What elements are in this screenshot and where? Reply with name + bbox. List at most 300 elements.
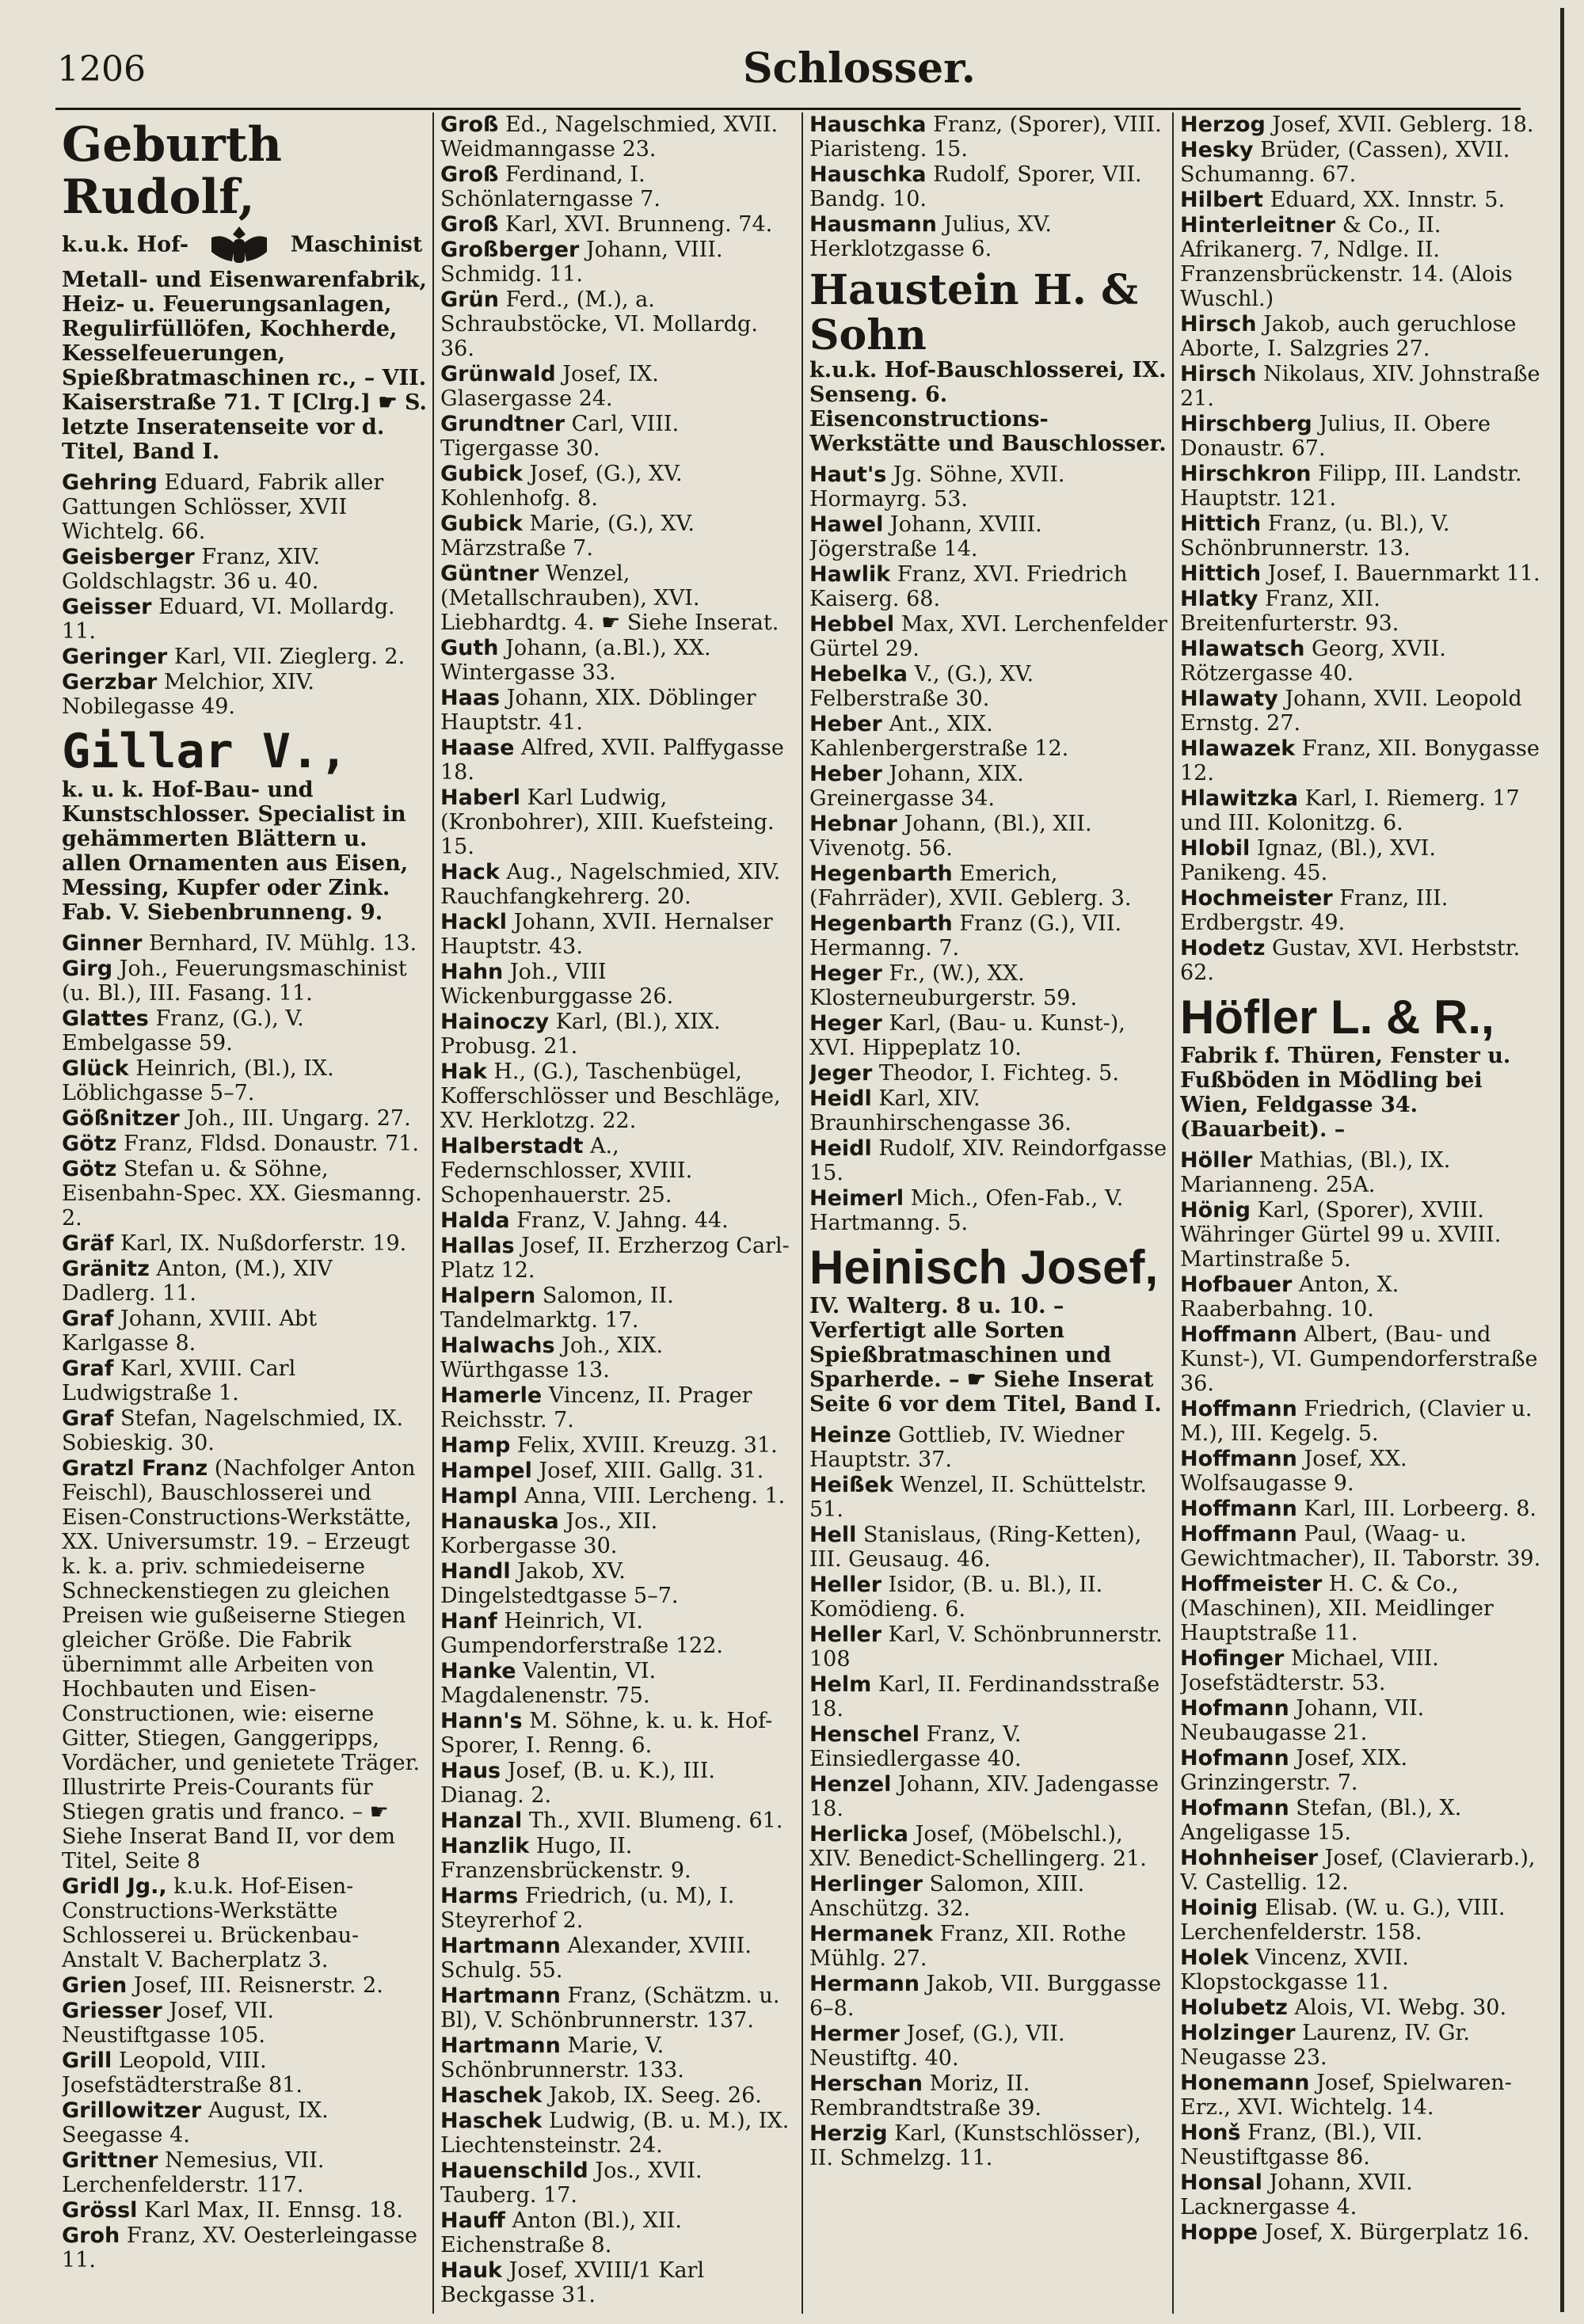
entry-details: Franz, XII. Bonygasse 12. bbox=[1180, 736, 1540, 785]
entry-name: Hackl bbox=[440, 910, 508, 934]
entry-name: Hirsch bbox=[1180, 312, 1257, 337]
entry-name: Hauschka bbox=[809, 162, 927, 187]
directory-entry bbox=[1180, 836, 1546, 885]
entry-details: Ferd., (M.), a. Schraubstöcke, VI. Mollardg. 36. bbox=[440, 287, 758, 361]
entry-name: Hilbert bbox=[1180, 188, 1263, 212]
advertisement-title: Heinisch Josef, bbox=[809, 1241, 1159, 1295]
entry-details: Josef, XX. Wolfsaugasse 9. bbox=[1180, 1447, 1407, 1496]
directory-entry bbox=[1180, 2021, 1546, 2070]
directory-entry bbox=[809, 2121, 1167, 2170]
entry-details: Josef, XIX. Grinzingerstr. 7. bbox=[1180, 1746, 1408, 1795]
advertisement-body: Metall- und Eisenwarenfabrik, Heiz- u. Feuerungsanlagen, Regulirfüllöfen, Kochherde, Kesselfeuerungen, Spießbratmaschinen rc., – VII. Kaiserstraße 71. T [Clrg.] ☛ S. letzte Inseratenseite vor d. Titel, Band I. bbox=[62, 268, 427, 464]
directory-entry bbox=[440, 785, 797, 859]
entry-name: Honemann bbox=[1180, 2071, 1310, 2095]
directory-entry bbox=[440, 2208, 797, 2257]
entry-details: Eduard, VI. Mollardg. 11. bbox=[62, 595, 395, 644]
entry-details: Franz, XIV. Goldschlagstr. 36 u. 40. bbox=[62, 545, 321, 594]
advertisement-title: Höfler L. & R., bbox=[1180, 991, 1495, 1044]
entry-details: Karl, I. Riemerg. 17 und III. Kolonitzg. 6. bbox=[1180, 786, 1520, 835]
entry-name: Halda bbox=[440, 1208, 510, 1233]
directory-entry bbox=[440, 960, 797, 1009]
entry-details: & Co., II. Afrikanerg. 7, Ndlge. II. Franzensbrückenstr. 14. (Alois Wuschl.) bbox=[1180, 213, 1513, 311]
entry-name: Graf bbox=[62, 1356, 114, 1381]
entry-name: Haus bbox=[440, 1759, 501, 1783]
entry-name: Henschel bbox=[809, 1722, 920, 1748]
directory-entry bbox=[62, 1406, 428, 1455]
entry-details: Rudolf, XIV. Reindorfgasse 15. bbox=[809, 1136, 1167, 1186]
entry-name: Heber bbox=[809, 712, 882, 737]
entry-name: Hlobil bbox=[1180, 836, 1251, 861]
entry-details: Johann, (Bl.), XII. Vivenotg. 56. bbox=[809, 812, 1092, 862]
directory-entry bbox=[440, 1134, 797, 1208]
entry-name: Hoffmeister bbox=[1180, 1572, 1323, 1596]
directory-entry bbox=[809, 1772, 1167, 1821]
entry-name: Glattes bbox=[62, 1006, 149, 1031]
entry-details: Ludwig, (B. u. M.), IX. Liechtensteinstr. 24. bbox=[440, 2109, 790, 2158]
entry-name: Grünwald bbox=[440, 362, 556, 386]
entry-name: Grün bbox=[440, 287, 499, 312]
entry-name: Haschek bbox=[440, 2083, 543, 2108]
directory-entry bbox=[440, 636, 797, 685]
entry-details: Hugo, II. Franzensbrückenstr. 9. bbox=[440, 1834, 691, 1883]
entry-name: Grien bbox=[62, 1973, 128, 1998]
imperial-eagle-crest-icon bbox=[196, 223, 283, 268]
entry-name: Hahn bbox=[440, 960, 504, 984]
entry-name: Honsal bbox=[1180, 2170, 1262, 2195]
entry-name: Heber bbox=[809, 762, 882, 787]
entry-details: A., Federnschlosser, XVIII. Schopenhauerstr. 25. bbox=[440, 1134, 693, 1208]
entry-details: Joh., XIX. Würthgasse 13. bbox=[440, 1333, 664, 1383]
entry-details: Karl, XVI. Brunneng. 74. bbox=[505, 212, 773, 237]
column-separator bbox=[432, 112, 434, 2314]
entry-name: Hebelka bbox=[809, 662, 908, 687]
directory-entry bbox=[62, 1973, 428, 1998]
entry-details: Johann, VII. Neubaugasse 21. bbox=[1180, 1696, 1425, 1745]
entry-details: Josef, II. Erzherzog Carl-Platz 12. bbox=[440, 1234, 790, 1283]
entry-name: Heger bbox=[809, 961, 882, 987]
entry-details: Emerich, (Fahrräder), XVII. Geblerg. 3. bbox=[809, 862, 1132, 911]
entry-details: Elisab. (W. u. G.), VIII. Lerchenfelderstr. 158. bbox=[1180, 1896, 1506, 1945]
directory-entry bbox=[440, 1333, 797, 1383]
entry-name: Haase bbox=[440, 736, 515, 760]
entry-name: Höller bbox=[1180, 1148, 1253, 1173]
entry-details: Marie, (G.), XV. Märzstraße 7. bbox=[440, 512, 695, 561]
directory-entry bbox=[809, 1061, 1167, 1086]
entry-details: Karl Max, II. Ennsg. 18. bbox=[144, 2198, 403, 2223]
entry-details: Karl, V. Schönbrunnerstr. 108 bbox=[809, 1622, 1163, 1672]
directory-entry bbox=[1180, 1522, 1546, 1571]
directory-entry bbox=[440, 1659, 797, 1708]
directory-entry bbox=[1180, 412, 1546, 461]
directory-entry bbox=[440, 212, 797, 237]
entry-name: Hofmann bbox=[1180, 1796, 1289, 1820]
entry-details: Gottlieb, IV. Wiedner Hauptstr. 37. bbox=[809, 1423, 1125, 1473]
entry-name: Hegenbarth bbox=[809, 862, 953, 887]
entry-details: Brüder, (Cassen), XVII. Schumanng. 67. bbox=[1180, 138, 1510, 187]
directory-entry bbox=[62, 1456, 428, 1873]
directory-entry bbox=[440, 1059, 797, 1133]
directory-entry bbox=[440, 2033, 797, 2082]
entry-name: Geisberger bbox=[62, 545, 195, 569]
entry-details: H., (G.), Taschenbügel, Kofferschlösser und Beschläge, XV. Herklotzg. 22. bbox=[440, 1059, 781, 1133]
directory-entry bbox=[809, 762, 1167, 811]
directory-entry bbox=[440, 736, 797, 785]
directory-entry bbox=[809, 662, 1167, 711]
advertisement-body: k.u.k. Hof-Bauschlosserei, IX. Senseng. 6. Eisenconstructions-Werkstätte und Bauschlosser. bbox=[809, 358, 1167, 457]
entry-details: Ferdinand, I. Schönlaterngasse 7. bbox=[440, 162, 661, 211]
directory-entry bbox=[1180, 362, 1546, 411]
directory-entry bbox=[1180, 1995, 1546, 2020]
entry-name: Hann's bbox=[440, 1709, 523, 1733]
directory-entry bbox=[62, 545, 428, 594]
directory-entry bbox=[809, 812, 1167, 861]
entry-details: Johann, XVII. Lacknergasse 4. bbox=[1180, 2170, 1413, 2219]
directory-entry bbox=[809, 1872, 1167, 1921]
entry-name: Hinterleitner bbox=[1180, 213, 1336, 238]
entry-name: Helm bbox=[809, 1672, 872, 1698]
entry-name: Grillowitzer bbox=[62, 2098, 202, 2123]
entry-name: Gößnitzer bbox=[62, 1106, 180, 1131]
entry-details: Gustav, XVI. Herbststr. 62. bbox=[1180, 936, 1521, 985]
directory-entry bbox=[62, 1999, 428, 2048]
entry-details: Franz (G.), VII. Hermanng. 7. bbox=[809, 911, 1122, 961]
entry-name: Hoppe bbox=[1180, 2220, 1258, 2245]
directory-entry bbox=[1180, 786, 1546, 835]
entry-details: Franz, V. Jahng. 44. bbox=[516, 1208, 729, 1233]
entry-details: Mathias, (Bl.), IX. Marianneng. 25A. bbox=[1180, 1148, 1451, 1197]
entry-name: Hack bbox=[440, 860, 500, 884]
entry-details: Felix, XVIII. Kreuzg. 31. bbox=[516, 1433, 778, 1458]
entry-name: Hausmann bbox=[809, 212, 937, 237]
entry-details: Franz, (Schätzm. u. Bl), V. Schönbrunnerstr. 137. bbox=[440, 1984, 780, 2033]
directory-entry bbox=[1180, 1796, 1546, 1845]
entry-name: Heger bbox=[809, 1011, 882, 1036]
entry-name: Hirsch bbox=[1180, 362, 1257, 386]
entry-details: Michael, VIII. Josefstädterstr. 53. bbox=[1180, 1646, 1439, 1695]
entry-details: Jos., XVII. Tauberg. 17. bbox=[440, 2159, 703, 2208]
directory-entry bbox=[1180, 561, 1546, 586]
directory-entry bbox=[1180, 138, 1546, 187]
entry-details: Isidor, (B. u. Bl.), II. Komödieng. 6. bbox=[809, 1573, 1103, 1622]
entry-name: Hönig bbox=[1180, 1198, 1251, 1223]
entry-name: Hoffmann bbox=[1180, 1397, 1297, 1421]
entry-name: Harms bbox=[440, 1884, 519, 1908]
directory-entry bbox=[440, 1709, 797, 1758]
entry-details: August, IX. Seegasse 4. bbox=[62, 2098, 329, 2147]
directory-column-2 bbox=[440, 112, 797, 2314]
directory-entry bbox=[62, 1231, 428, 1256]
advertisement-subtitle: Maschinist bbox=[290, 232, 423, 257]
entry-details: Franz, (Bl.), VII. Neustiftgasse 86. bbox=[1180, 2121, 1423, 2170]
entry-name: Geisser bbox=[62, 595, 152, 619]
entry-details: Heinrich, VI. Gumpendorferstraße 122. bbox=[440, 1609, 723, 1658]
entry-details: Albert, (Bau- und Kunst-), VI. Gumpendorferstraße 36. bbox=[1180, 1322, 1538, 1396]
entry-details: Josef, XVIII/1 Karl Beckgasse 31. bbox=[440, 2258, 705, 2307]
entry-name: Hlawaty bbox=[1180, 687, 1278, 711]
directory-entry bbox=[1180, 1696, 1546, 1745]
entry-name: Graf bbox=[62, 1307, 114, 1331]
directory-entry bbox=[809, 112, 1167, 162]
entry-details: Josef, VII. Neustiftgasse 105. bbox=[62, 1999, 274, 2048]
entry-name: Heidl bbox=[809, 1086, 872, 1112]
directory-entry bbox=[440, 1433, 797, 1458]
advertisement-body: IV. Walterg. 8 u. 10. – Verfertigt alle Sorten Spießbratmaschinen und Sparherde. – ☛ Siehe Inserat Seite 6 vor dem Titel, Band I. bbox=[809, 1294, 1162, 1417]
entry-name: Hirschkron bbox=[1180, 462, 1312, 486]
directory-entry bbox=[440, 2159, 797, 2208]
entry-name: Graf bbox=[62, 1406, 114, 1431]
entry-details: Max, XVI. Lerchenfelder Gürtel 29. bbox=[809, 612, 1167, 662]
entry-name: Hermanek bbox=[809, 1922, 934, 1947]
directory-entry bbox=[440, 686, 797, 735]
entry-name: Hesky bbox=[1180, 138, 1254, 162]
advertisement-subtitle-row bbox=[62, 223, 428, 268]
entry-details: Salomon, XIII. Anschützg. 32. bbox=[809, 1872, 1085, 1922]
entry-name: Henzel bbox=[809, 1772, 892, 1797]
directory-entry bbox=[809, 712, 1167, 761]
entry-name: Girg bbox=[62, 957, 113, 981]
entry-details: Salomon, II. Tandelmarktg. 17. bbox=[440, 1284, 674, 1333]
entry-details: Friedrich, (u. M), I. Steyrerhof 2. bbox=[440, 1884, 735, 1933]
entry-name: Guth bbox=[440, 636, 499, 660]
directory-entry bbox=[440, 287, 797, 361]
entry-details: Josef, (B. u. K.), III. Dianag. 2. bbox=[440, 1759, 715, 1808]
directory-column-4 bbox=[1180, 112, 1546, 2314]
entry-name: Hallas bbox=[440, 1234, 515, 1258]
entry-details: Karl, (Bau- u. Kunst-), XVI. Hippeplatz 10. bbox=[809, 1011, 1125, 1061]
entry-name: Holek bbox=[1180, 1946, 1249, 1970]
entry-name: Hlawatsch bbox=[1180, 637, 1305, 661]
entry-name: Hofinger bbox=[1180, 1646, 1285, 1671]
directory-entry bbox=[809, 1086, 1167, 1135]
directory-entry bbox=[440, 112, 797, 162]
directory-entry bbox=[1180, 637, 1546, 686]
entry-name: Hanzlik bbox=[440, 1834, 530, 1858]
entry-name: Gratzl Franz bbox=[62, 1456, 208, 1481]
entry-details: Karl, II. Ferdinandsstraße 18. bbox=[809, 1672, 1160, 1722]
entry-name: Grundtner bbox=[440, 412, 565, 436]
directory-entry bbox=[62, 2098, 428, 2147]
entry-details: Jg. Söhne, XVII. Hormayrg. 53. bbox=[809, 462, 1065, 512]
entry-details: Moriz, II. Rembrandtstraße 39. bbox=[809, 2071, 1041, 2121]
directory-entry bbox=[440, 362, 797, 411]
entry-details: V., (G.), XV. Felberstraße 30. bbox=[809, 662, 1034, 712]
entry-name: Grittner bbox=[62, 2148, 158, 2173]
directory-entry bbox=[62, 645, 428, 669]
directory-entry bbox=[440, 2109, 797, 2158]
directory-entry bbox=[440, 1010, 797, 1059]
entry-details: Ant., XIX. Kahlenbergerstraße 12. bbox=[809, 712, 1069, 762]
directory-entry bbox=[440, 1884, 797, 1933]
entry-details: Anna, VIII. Lercheng. 1. bbox=[524, 1484, 786, 1508]
directory-entry bbox=[809, 212, 1167, 261]
entry-name: Hanf bbox=[440, 1609, 497, 1634]
entry-name: Gränitz bbox=[62, 1257, 150, 1281]
entry-details: Julius, II. Obere Donaustr. 67. bbox=[1180, 412, 1491, 461]
entry-details: Stanislaus, (Ring-Ketten), III. Geusaug. 46. bbox=[809, 1523, 1142, 1573]
advertisement-block bbox=[809, 268, 1167, 456]
entry-details: Franz, Fldsd. Donaustr. 71. bbox=[123, 1132, 419, 1156]
entry-name: Hermer bbox=[809, 2022, 900, 2047]
entry-details: Alexander, XVIII. Schulg. 55. bbox=[440, 1934, 752, 1983]
entry-details: Joh., III. Ungarg. 27. bbox=[186, 1106, 411, 1131]
entry-name: Heimerl bbox=[809, 1186, 904, 1211]
entry-name: Hofmann bbox=[1180, 1696, 1289, 1721]
entry-name: Hawlik bbox=[809, 562, 891, 588]
entry-details: Eduard, Fabrik aller Gattungen Schlösser, XVII Wichtelg. 66. bbox=[62, 470, 384, 544]
directory-entry bbox=[1180, 1646, 1546, 1695]
entry-name: Hanke bbox=[440, 1659, 516, 1683]
header-rule bbox=[55, 108, 1521, 110]
entry-details: Johann, XVIII. Abt Karlgasse 8. bbox=[62, 1307, 318, 1356]
directory-entry bbox=[1180, 1746, 1546, 1795]
entry-name: Hartmann bbox=[440, 1934, 561, 1958]
directory-entry bbox=[62, 2198, 428, 2223]
directory-entry bbox=[1180, 1497, 1546, 1521]
directory-entry bbox=[1180, 1397, 1546, 1446]
directory-entry bbox=[62, 1307, 428, 1356]
entry-name: Groß bbox=[440, 112, 499, 137]
directory-entry bbox=[1180, 2220, 1546, 2245]
entry-details: Karl, XVIII. Carl Ludwigstraße 1. bbox=[62, 1356, 296, 1405]
entry-name: Heller bbox=[809, 1622, 882, 1648]
entry-details: Karl, XIV. Braunhirschengasse 36. bbox=[809, 1086, 1072, 1136]
directory-entry bbox=[1180, 512, 1546, 561]
entry-name: Halwachs bbox=[440, 1333, 555, 1358]
entry-name: Hak bbox=[440, 1059, 487, 1084]
directory-entry bbox=[809, 1523, 1167, 1572]
directory-entry bbox=[62, 1257, 428, 1306]
entry-details: Wenzel, (Metallschrauben), XVI. Liebhardtg. 4. ☛ Siehe Inserat. bbox=[440, 561, 779, 635]
directory-entry bbox=[809, 162, 1167, 211]
directory-entry bbox=[809, 1573, 1167, 1622]
advertisement-block bbox=[62, 725, 428, 925]
directory-entry bbox=[440, 238, 797, 287]
entry-name: Hlatky bbox=[1180, 587, 1258, 611]
directory-entry bbox=[1180, 687, 1546, 736]
entry-name: Groß bbox=[440, 162, 499, 187]
entry-name: Hartmann bbox=[440, 1984, 561, 2008]
directory-entry bbox=[1180, 1322, 1546, 1396]
directory-entry bbox=[809, 562, 1167, 611]
directory-entry bbox=[1180, 2071, 1546, 2120]
entry-name: Hittich bbox=[1180, 561, 1262, 586]
directory-entry bbox=[440, 1934, 797, 1983]
directory-entry bbox=[1180, 1148, 1546, 1197]
directory-entry bbox=[440, 1509, 797, 1558]
entry-name: Grill bbox=[62, 2048, 112, 2073]
directory-entry bbox=[440, 2083, 797, 2108]
directory-entry bbox=[440, 462, 797, 511]
entry-name: Glück bbox=[62, 1056, 129, 1081]
directory-entry bbox=[1180, 188, 1546, 212]
entry-details: Laurenz, IV. Gr. Neugasse 23. bbox=[1180, 2021, 1470, 2070]
page-edge-rule bbox=[1560, 8, 1564, 2312]
entry-details: Stefan, (Bl.), X. Angeligasse 15. bbox=[1180, 1796, 1462, 1845]
column-separator bbox=[802, 112, 803, 2314]
page-number: 1206 bbox=[57, 49, 146, 89]
advertisement-title: Gillar V., bbox=[62, 724, 348, 779]
entry-details: Jakob, VII. Burggasse 6–8. bbox=[809, 1972, 1162, 2022]
entry-name: Großberger bbox=[440, 238, 580, 262]
entry-details: Anton, X. Raaberbahng. 10. bbox=[1180, 1272, 1399, 1322]
entry-name: Hartmann bbox=[440, 2033, 561, 2058]
entry-details: Alfred, XVII. Palffygasse 18. bbox=[440, 736, 784, 785]
entry-details: Josef, I. Bauernmarkt 11. bbox=[1267, 561, 1540, 586]
directory-entry bbox=[809, 961, 1167, 1010]
entry-details: Karl, IX. Nußdorferstr. 19. bbox=[120, 1231, 407, 1256]
advertisement-title: Haustein H. & Sohn bbox=[809, 266, 1138, 360]
entry-name: Hoffmann bbox=[1180, 1522, 1297, 1546]
directory-entry bbox=[809, 1473, 1167, 1522]
entry-name: Griesser bbox=[62, 1999, 162, 2023]
directory-entry bbox=[62, 1056, 428, 1105]
entry-details: Josef, X. Bürgerplatz 16. bbox=[1264, 2220, 1530, 2245]
directory-entry bbox=[809, 512, 1167, 561]
directory-entry bbox=[809, 462, 1167, 512]
directory-entry bbox=[62, 1874, 428, 1972]
directory-entry bbox=[62, 470, 428, 544]
directory-entry bbox=[1180, 1198, 1546, 1272]
entry-name: Holzinger bbox=[1180, 2021, 1296, 2045]
advertisement-body: Fabrik f. Thüren, Fenster u. Fußböden in Mödling bei Wien, Feldgasse 34. (Bauarbeit). – bbox=[1180, 1044, 1511, 1142]
directory-entry bbox=[62, 1356, 428, 1405]
entry-name: Herschan bbox=[809, 2071, 923, 2097]
entry-details: k.u.k. Hof-Eisen-Constructions-Werkstätte Schlosserei u. Brückenbau-Anstalt V. Bacherplatz 3. bbox=[62, 1874, 360, 1972]
directory-entry bbox=[809, 1722, 1167, 1771]
entry-name: Hoffmann bbox=[1180, 1322, 1297, 1347]
entry-name: Halberstadt bbox=[440, 1134, 584, 1158]
entry-name: Hauenschild bbox=[440, 2159, 588, 2183]
entry-details: Vincenz, XVII. Klopstockgasse 11. bbox=[1180, 1946, 1409, 1995]
directory-entry bbox=[62, 1106, 428, 1131]
entry-name: Hlawazek bbox=[1180, 736, 1296, 761]
entry-details: Jakob, auch geruchlose Aborte, I. Salzgries 27. bbox=[1180, 312, 1517, 361]
entry-name: Hampl bbox=[440, 1484, 518, 1508]
directory-entry bbox=[440, 1208, 797, 1233]
entry-name: Hebnar bbox=[809, 812, 897, 837]
entry-details: Alois, VI. Webg. 30. bbox=[1294, 1995, 1507, 2020]
entry-details: Ed., Nagelschmied, XVII. Weidmanngasse 23. bbox=[440, 112, 779, 162]
entry-details: Heinrich, (Bl.), IX. Löblichgasse 5–7. bbox=[62, 1056, 334, 1105]
entry-details: Josef, IX. Glasergasse 24. bbox=[440, 362, 659, 411]
entry-name: Gehring bbox=[62, 470, 158, 495]
entry-details: Josef, (Clavierarb.), V. Castellig. 12. bbox=[1180, 1846, 1536, 1895]
directory-entry bbox=[1180, 462, 1546, 511]
entry-name: Hoinig bbox=[1180, 1896, 1258, 1920]
directory-entry bbox=[440, 1834, 797, 1883]
directory-entry bbox=[440, 1809, 797, 1833]
entry-details: Karl, (Sporer), XVIII. Währinger Gürtel 99 u. XVIII. Martinstraße 5. bbox=[1180, 1198, 1502, 1272]
entry-details: Karl Ludwig, (Kronbohrer), XIII. Kuefsteing. 15. bbox=[440, 785, 775, 859]
entry-name: Hoffmann bbox=[1180, 1447, 1297, 1471]
directory-entry bbox=[1180, 112, 1546, 137]
entry-name: Herlinger bbox=[809, 1872, 923, 1897]
directory-entry bbox=[440, 910, 797, 959]
entry-name: Hofbauer bbox=[1180, 1272, 1293, 1297]
directory-entry bbox=[62, 670, 428, 719]
entry-details: Josef, III. Reisnerstr. 2. bbox=[133, 1973, 383, 1998]
directory-entry bbox=[1180, 587, 1546, 636]
entry-details: Filipp, III. Landstr. Hauptstr. 121. bbox=[1180, 462, 1522, 511]
directory-entry bbox=[62, 2223, 428, 2273]
entry-name: Holubetz bbox=[1180, 1995, 1288, 2020]
entry-details: Franz, V. Einsiedlergasse 40. bbox=[809, 1722, 1022, 1772]
directory-entry bbox=[62, 957, 428, 1006]
entry-name: Herlicka bbox=[809, 1822, 908, 1847]
directory-entry bbox=[1180, 1572, 1546, 1645]
directory-entry bbox=[809, 1622, 1167, 1672]
entry-name: Herzig bbox=[809, 2121, 888, 2147]
